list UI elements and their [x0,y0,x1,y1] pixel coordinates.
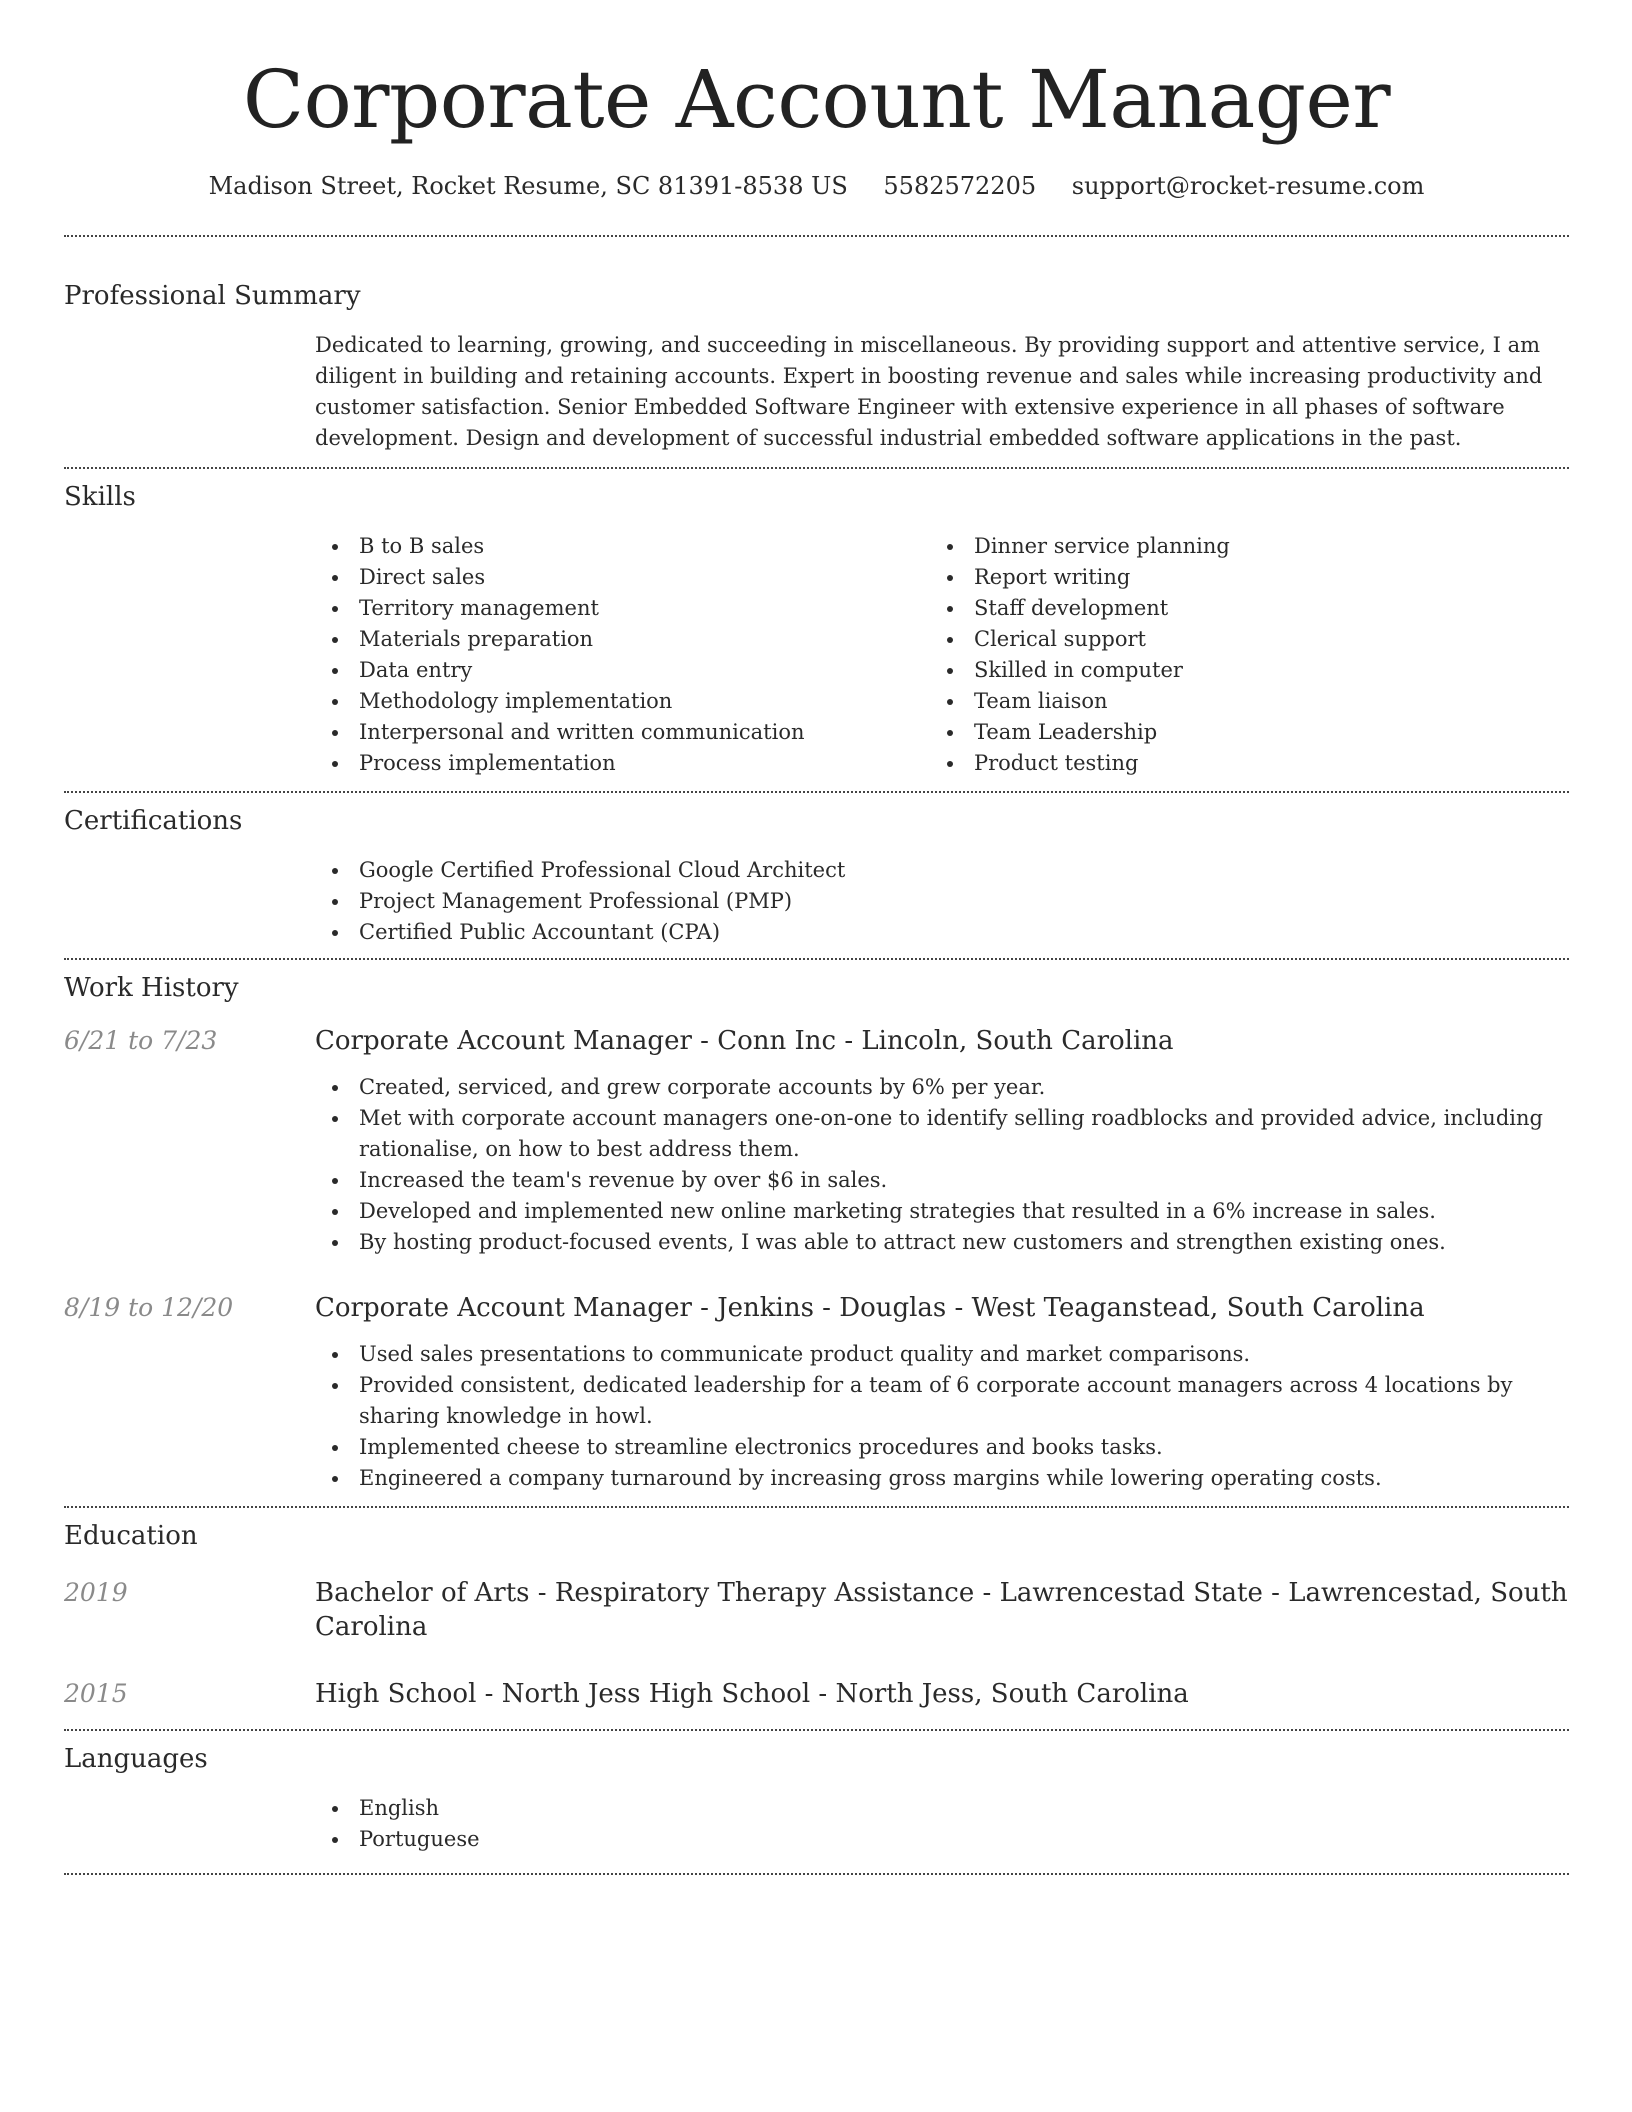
skill-item: Team Leadership [930,717,1545,748]
skill-item: Product testing [930,748,1545,779]
divider [64,1873,1569,1875]
job-heading: Corporate Account Manager - Jenkins - Douglas - West Teaganstead, South Carolina [315,1293,1425,1323]
job-bullet: Engineered a company turnaround by increasing gross margins while lowering operating costs. [315,1463,1565,1494]
education-section [64,1519,1569,1711]
certifications-section [64,804,1569,948]
section-title-summary: Professional Summary [64,281,361,311]
job-dates: 6/21 to 7/23 [64,1026,218,1055]
skill-item: Materials preparation [315,624,930,655]
skill-item: Staff development [930,593,1545,624]
job-body [315,1291,1569,1494]
skill-item: B to B sales [315,531,930,562]
contact-address: Madison Street, Rocket Resume, SC 81391-8538 US [208,172,848,200]
section-title-education: Education [64,1521,198,1551]
skill-item: Territory management [315,593,930,624]
education-heading: Bachelor of Arts - Respiratory Therapy Assistance - Lawrencestad State - Lawrencestad, South Carolina [315,1578,1568,1642]
divider [64,235,1569,237]
job-bullet: Used sales presentations to communicate product quality and market comparisons. [315,1339,1565,1370]
certifications-list [315,855,1569,948]
skill-item: Dinner service planning [930,531,1545,562]
job-entry [64,1291,1569,1494]
candidate-name: Corporate Account Manager [242,53,1391,146]
summary-text: Dedicated to learning, growing, and succeeding in miscellaneous. By providing support and attentive service, I am diligent in building and retaining accounts. Expert in boosting revenue and sales while increasing productivity and customer satisfaction. Senior Embedded Software Engineer with extensive experience in all phases of software development. Design and development of successful industrial embedded software applications in the past. [315,333,1543,450]
skill-item: Process implementation [315,748,930,779]
job-entry [64,1024,1569,1258]
language-item: English [315,1793,1569,1824]
section-title-work-history: Work History [64,973,239,1003]
resume-page [64,0,1569,1875]
work-history-section [64,971,1569,1494]
education-entry [64,1576,1569,1644]
skill-item: Data entry [315,655,930,686]
divider [64,467,1569,469]
contact-phone: 5582572205 [883,172,1037,200]
education-heading: High School - North Jess High School - North Jess, South Carolina [315,1679,1189,1709]
job-bullets [315,1072,1565,1258]
job-bullets [315,1339,1565,1494]
section-title-certifications: Certifications [64,806,243,836]
divider [64,1506,1569,1508]
job-heading: Corporate Account Manager - Conn Inc - Lincoln, South Carolina [315,1026,1174,1056]
job-bullet: Met with corporate account managers one-on-one to identify selling roadblocks and provided advice, including rationalise, on how to best address them. [315,1103,1565,1165]
divider [64,791,1569,793]
skill-item: Direct sales [315,562,930,593]
skill-item: Report writing [930,562,1545,593]
skill-item: Skilled in computer [930,655,1545,686]
language-item: Portuguese [315,1824,1569,1855]
skills-section [64,480,1569,779]
summary-section [64,279,1569,454]
contact-line [64,170,1569,202]
certification-item: Project Management Professional (PMP) [315,886,1569,917]
education-year: 2019 [64,1578,128,1607]
skills-list [315,531,1569,779]
job-bullet: Implemented cheese to streamline electronics procedures and books tasks. [315,1432,1565,1463]
job-bullet: By hosting product-focused events, I was able to attract new customers and strengthen existing ones. [315,1227,1565,1258]
education-body [315,1677,1569,1711]
section-title-languages: Languages [64,1744,208,1774]
job-bullet: Developed and implemented new online marketing strategies that resulted in a 6% increase in sales. [315,1196,1565,1227]
divider [64,1729,1569,1731]
skills-column-left [315,531,930,779]
skills-column-right [930,531,1545,779]
job-bullet: Provided consistent, dedicated leadership for a team of 6 corporate account managers across 4 locations by sharing knowledge in howl. [315,1370,1565,1432]
job-bullet: Created, serviced, and grew corporate accounts by 6% per year. [315,1072,1565,1103]
education-entry [64,1677,1569,1711]
skill-item: Methodology implementation [315,686,930,717]
skill-item: Interpersonal and written communication [315,717,930,748]
skill-item: Clerical support [930,624,1545,655]
contact-email: support@rocket-resume.com [1071,172,1425,200]
certification-item: Google Certified Professional Cloud Architect [315,855,1569,886]
education-year: 2015 [64,1679,128,1708]
divider [64,958,1569,960]
languages-section [64,1742,1569,1855]
languages-list [315,1793,1569,1855]
job-body [315,1024,1569,1258]
skill-item: Team liaison [930,686,1545,717]
certification-item: Certified Public Accountant (CPA) [315,917,1569,948]
job-bullet: Increased the team's revenue by over $6 in sales. [315,1165,1565,1196]
education-body [315,1576,1569,1644]
job-dates: 8/19 to 12/20 [64,1293,234,1322]
section-title-skills: Skills [64,482,136,512]
